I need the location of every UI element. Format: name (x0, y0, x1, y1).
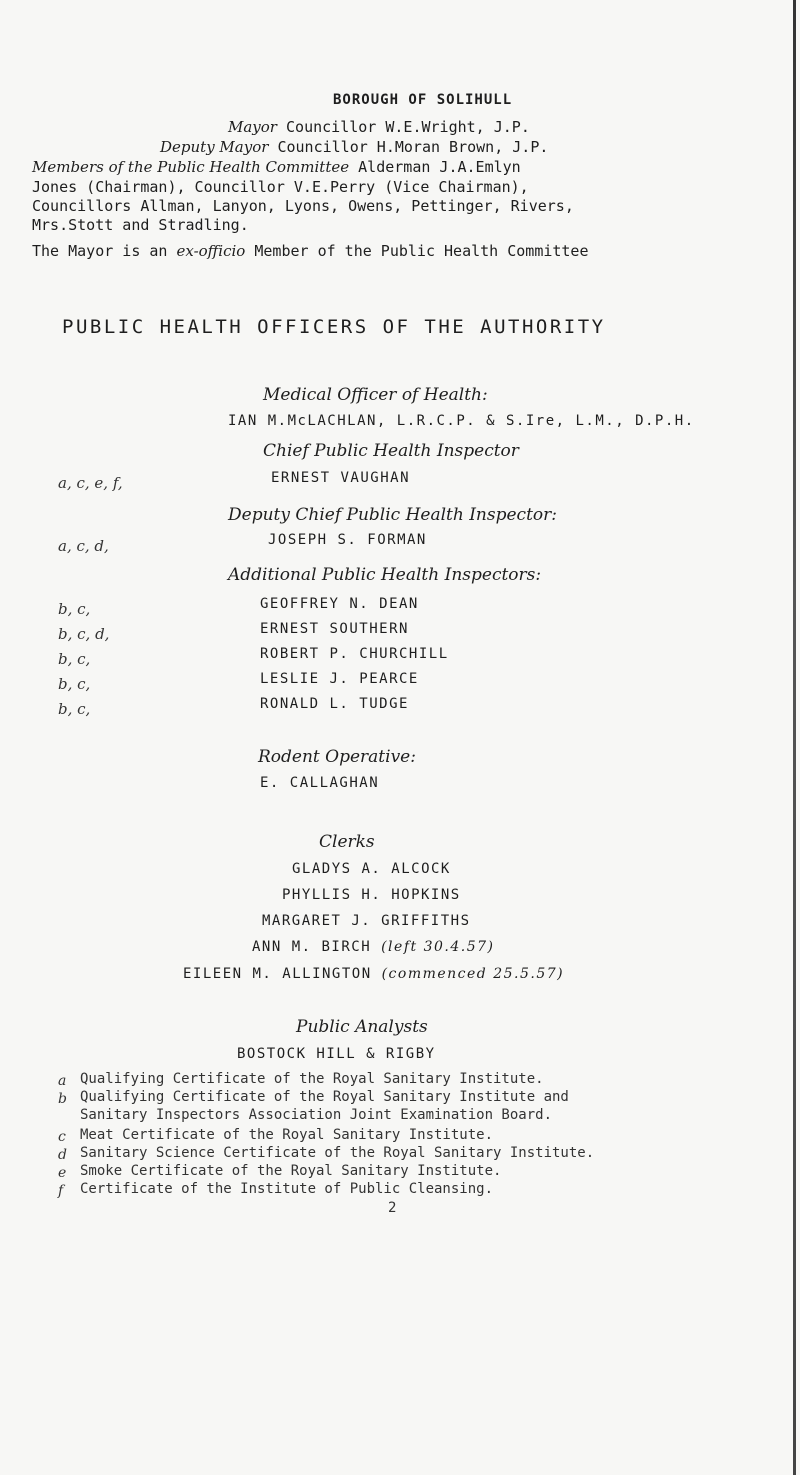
qualification-marks: a, c, e, f, (58, 474, 123, 492)
officer-name: LESLIE J. PEARCE (260, 671, 419, 687)
role-public-analysts: Public Analysts (296, 1017, 428, 1037)
role-additional-inspectors: Additional Public Health Inspectors: (228, 565, 542, 585)
footnote-key: b (58, 1091, 67, 1107)
qualification-marks: b, c, (58, 600, 91, 618)
footnote-key: d (58, 1147, 67, 1163)
footnote-key: c (58, 1129, 66, 1145)
officer-name: JOSEPH S. FORMAN (268, 532, 427, 548)
footnote-key: a (58, 1073, 67, 1089)
deputy-mayor-name: Councillor H.Moran Brown, J.P. (277, 138, 549, 156)
mayor-line (228, 118, 530, 136)
analyst-name: BOSTOCK HILL & RIGBY (237, 1046, 436, 1062)
officer-name: E. CALLAGHAN (260, 775, 380, 791)
qualification-marks: a, c, d, (58, 537, 109, 555)
footnote-text: Meat Certificate of the Royal Sanitary Institute. (80, 1127, 494, 1143)
qualification-marks: b, c, d, (58, 625, 110, 643)
borough-heading: BOROUGH OF SOLIHULL (333, 92, 513, 108)
role-chief-inspector: Chief Public Health Inspector (263, 441, 519, 461)
deputy-mayor-line (160, 138, 548, 156)
clerk-name: MARGARET J. GRIFFITHS (262, 913, 471, 929)
scan-edge (793, 0, 796, 1475)
footnote-text: Certificate of the Institute of Public Cleansing. (80, 1181, 494, 1197)
deputy-mayor-label: Deputy Mayor (160, 138, 269, 156)
qualification-marks: b, c, (58, 650, 91, 668)
role-medical-officer: Medical Officer of Health: (263, 385, 488, 405)
footnote-key: f (58, 1183, 64, 1199)
officer-name: ROBERT P. CHURCHILL (260, 646, 449, 662)
mayor-note-ital: ex-officio (176, 242, 246, 260)
officer-name: GEOFFREY N. DEAN (260, 596, 419, 612)
footnote-text: Sanitary Science Certificate of the Royal Sanitary Institute. (80, 1145, 595, 1161)
clerk-name-birch (252, 939, 494, 955)
officer-name: ERNEST VAUGHAN (271, 470, 411, 486)
mayor-name: Councillor W.E.Wright, J.P. (286, 118, 530, 136)
mayor-label: Mayor (228, 118, 277, 136)
clerk-name-text: EILEEN M. ALLINGTON (183, 966, 372, 982)
qualification-marks: b, c, (58, 700, 91, 718)
mayor-note-post: Member of the Public Health Committee (254, 242, 589, 260)
officer-name: IAN M.McLACHLAN, L.R.C.P. & S.Ire, L.M., D.P.H. (228, 413, 695, 429)
footnote-text: Qualifying Certificate of the Royal Sanitary Institute. (80, 1071, 544, 1087)
members-line-1 (32, 158, 521, 176)
mayor-note (32, 242, 589, 260)
role-rodent-operative: Rodent Operative: (258, 747, 416, 767)
footnote-text: Sanitary Inspectors Association Joint Examination Board. (80, 1107, 553, 1123)
members-line-1-tail: Alderman J.A.Emlyn (358, 158, 521, 176)
clerk-name-allington (183, 966, 564, 982)
footnote-key: e (58, 1165, 67, 1181)
clerk-name: PHYLLIS H. HOPKINS (282, 887, 461, 903)
clerk-note: (commenced 25.5.57) (381, 966, 565, 982)
clerk-name: GLADYS A. ALCOCK (292, 861, 451, 877)
officer-name: RONALD L. TUDGE (260, 696, 409, 712)
mayor-note-pre: The Mayor is an (32, 242, 168, 260)
officer-name: ERNEST SOUTHERN (260, 621, 409, 637)
role-deputy-chief-inspector: Deputy Chief Public Health Inspector: (228, 505, 557, 525)
clerk-name-text: ANN M. BIRCH (252, 939, 372, 955)
members-label: Members of the Public Health Committee (32, 158, 350, 176)
footnote-text: Qualifying Certificate of the Royal Sanitary Institute and (80, 1089, 569, 1105)
qualification-marks: b, c, (58, 675, 91, 693)
members-line-4: Mrs.Stott and Stradling. (32, 216, 249, 234)
members-line-3: Councillors Allman, Lanyon, Lyons, Owens, Pettinger, Rivers, (32, 197, 574, 215)
clerk-note: (left 30.4.57) (381, 939, 495, 955)
footnote-text: Smoke Certificate of the Royal Sanitary Institute. (80, 1163, 502, 1179)
role-clerks: Clerks (319, 832, 375, 852)
page-number: 2 (388, 1200, 397, 1216)
section-title: PUBLIC HEALTH OFFICERS OF THE AUTHORITY (62, 316, 606, 338)
members-line-2: Jones (Chairman), Councillor V.E.Perry (Vice Chairman), (32, 178, 529, 196)
